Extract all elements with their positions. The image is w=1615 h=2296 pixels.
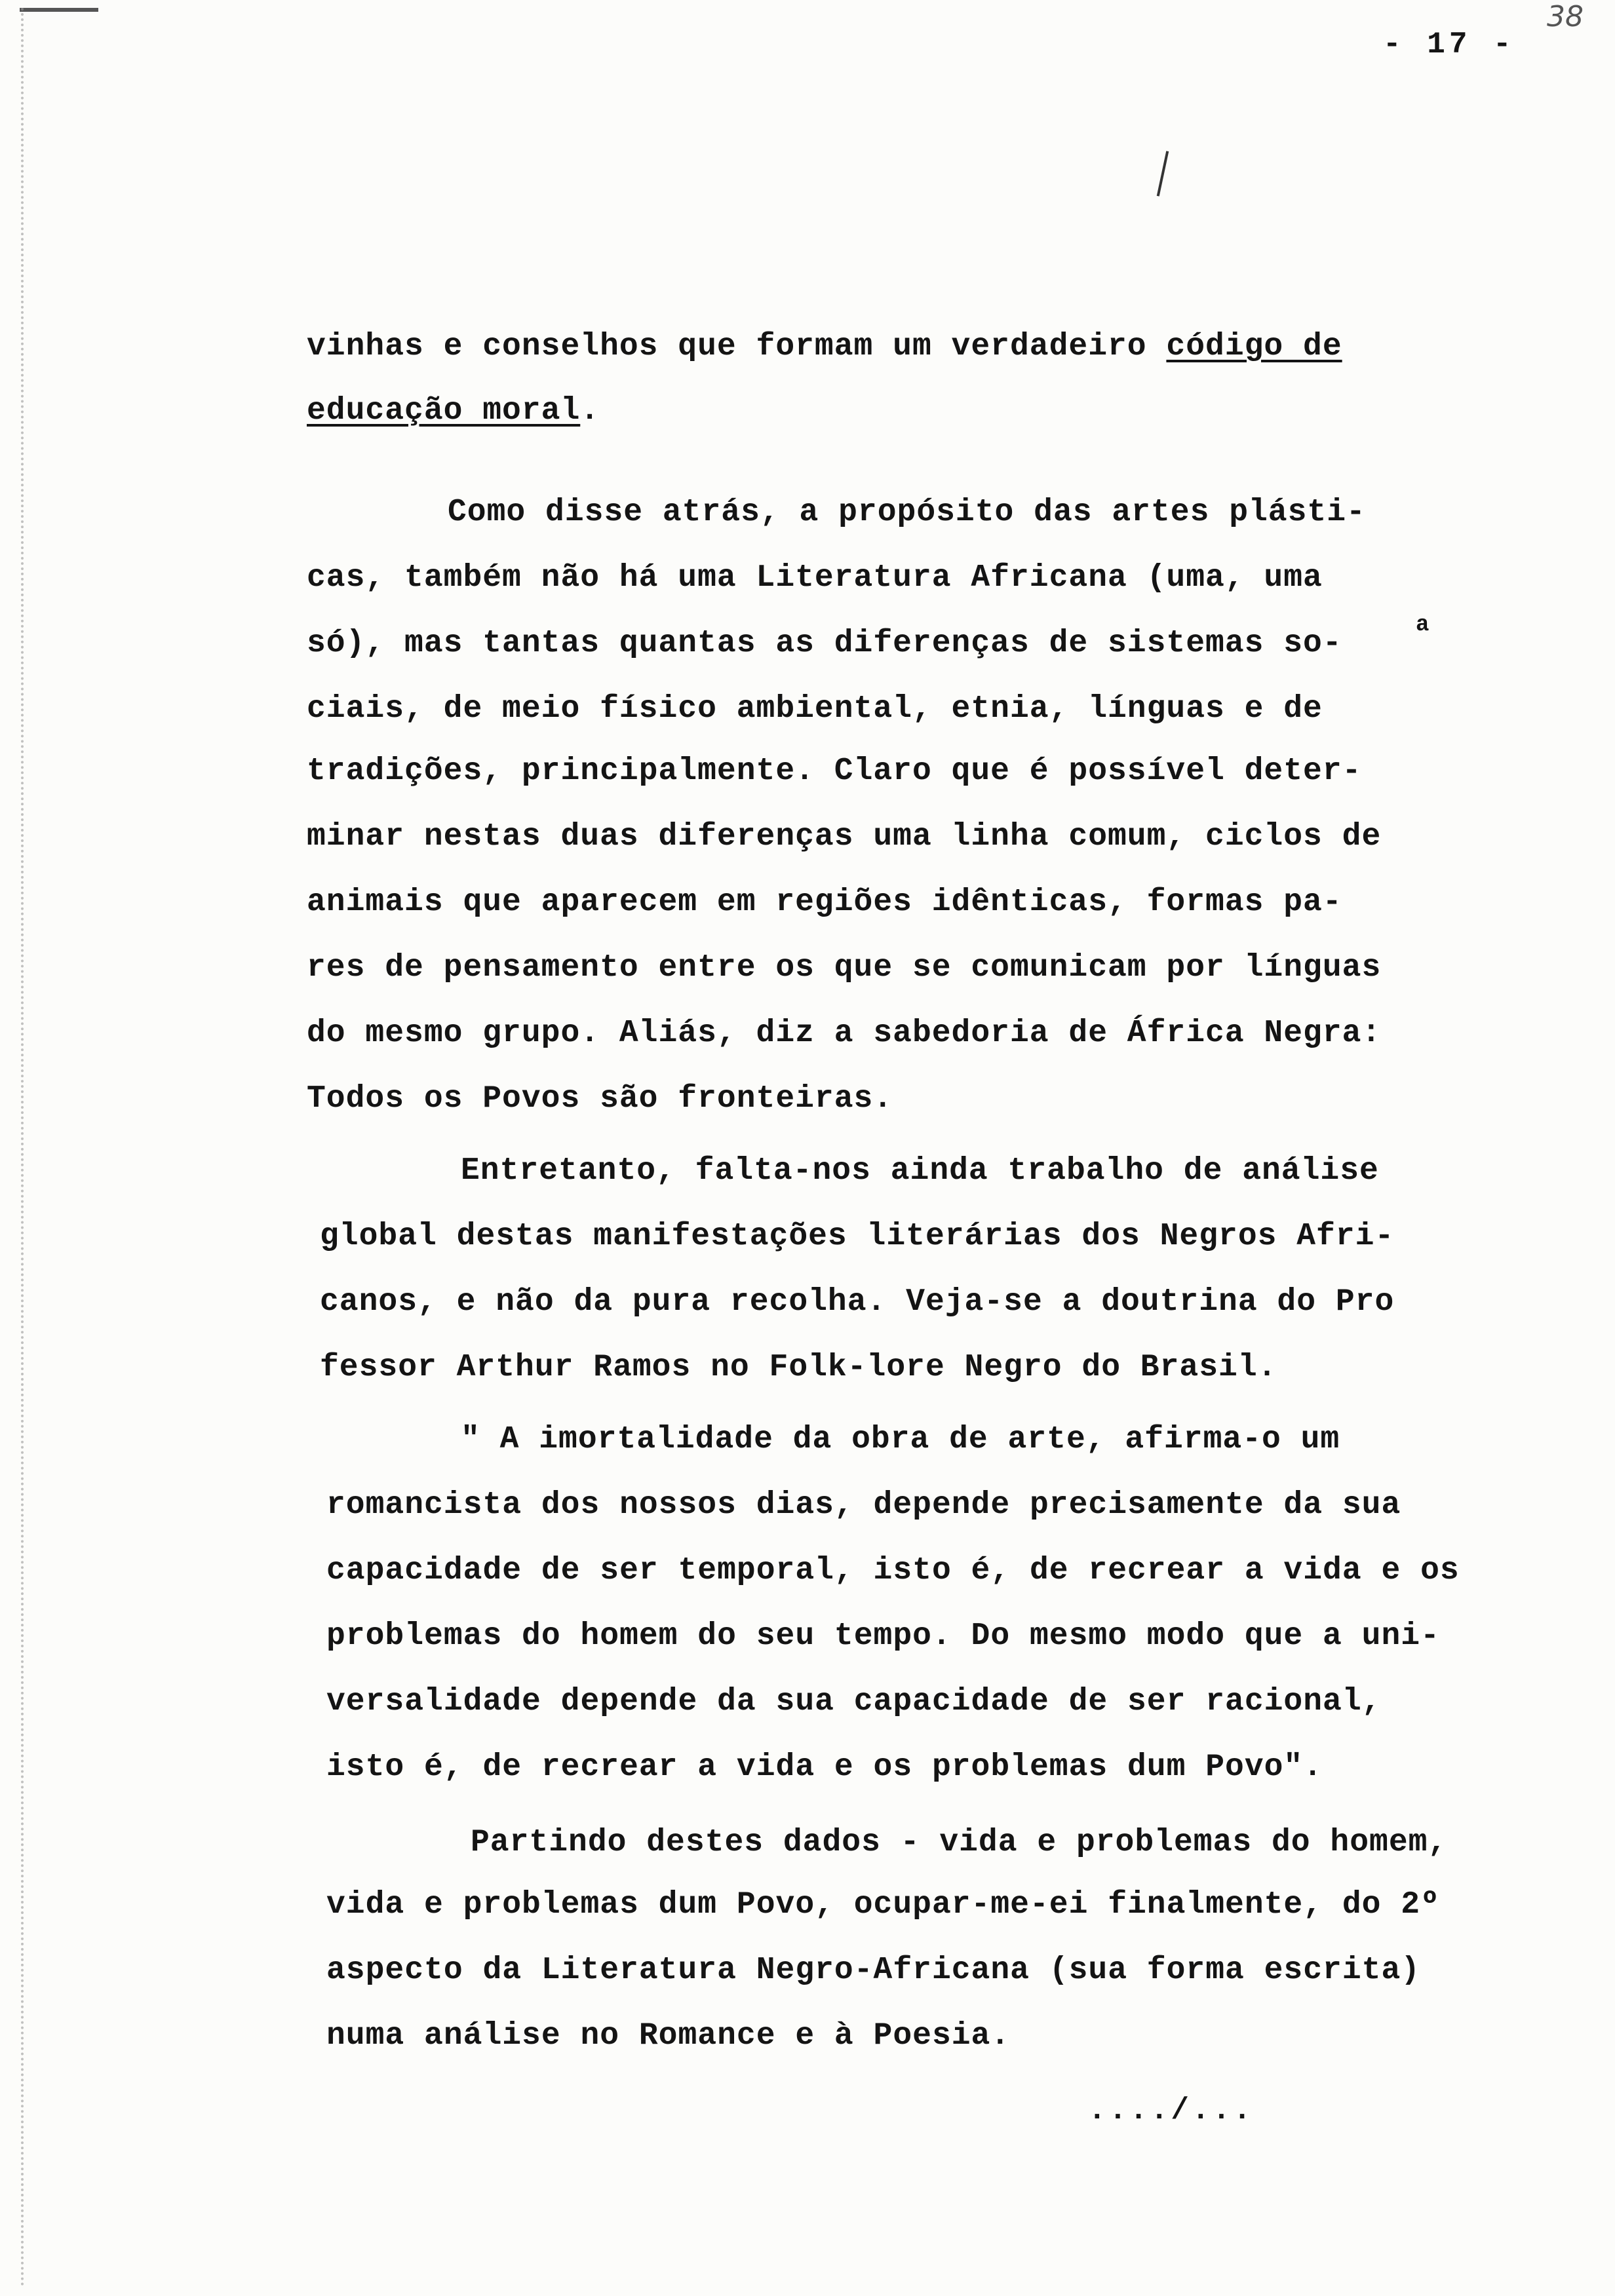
text-line bbox=[307, 329, 1342, 364]
text-line bbox=[307, 560, 1323, 596]
line-text: versalidade depende da sua capacidade de ser racional, bbox=[326, 1684, 1382, 1719]
text-line bbox=[307, 691, 1323, 727]
line-text: " A imortalidade da obra de arte, afirma-o um bbox=[461, 1422, 1340, 1457]
line-text: do mesmo grupo. Aliás, diz a sabedoria de África Negra: bbox=[307, 1016, 1382, 1051]
line-text: animais que aparecem em regiões idênticas, formas pa- bbox=[307, 885, 1342, 920]
folio-number: 38 bbox=[1547, 0, 1584, 33]
text-line bbox=[326, 1684, 1381, 1719]
line-text: só), mas tantas quantas as diferenças de sistemas so- bbox=[307, 626, 1342, 661]
text-line bbox=[326, 1618, 1440, 1654]
line-text: global destas manifestações literárias dos Negros Afri- bbox=[320, 1219, 1395, 1254]
text-line bbox=[461, 1422, 1340, 1457]
line-text: capacidade de ser temporal, isto é, de recrear a vida e os bbox=[326, 1553, 1460, 1588]
text-line bbox=[307, 819, 1381, 854]
page-number: - 17 - bbox=[1383, 28, 1515, 62]
line-text: problemas do homem do seu tempo. Do mesmo modo que a uni- bbox=[326, 1618, 1440, 1654]
line-text: Entretanto, falta-nos ainda trabalho de análise bbox=[461, 1153, 1379, 1189]
line-text: minar nestas duas diferenças uma linha comum, ciclos de bbox=[307, 819, 1382, 854]
text-line bbox=[307, 1016, 1381, 1051]
pen-mark bbox=[1157, 151, 1169, 196]
text-line bbox=[326, 2018, 1010, 2054]
text-line bbox=[307, 754, 1361, 789]
text-line bbox=[326, 1750, 1323, 1785]
line-text: res de pensamento entre os que se comunicam por línguas bbox=[307, 950, 1382, 985]
scan-edge-left bbox=[21, 8, 28, 2288]
text-line bbox=[461, 1153, 1379, 1189]
text-line bbox=[320, 1284, 1394, 1320]
continuation-mark: ..../... bbox=[1088, 2094, 1254, 2128]
line-text: . bbox=[580, 393, 600, 429]
text-line bbox=[307, 1081, 893, 1117]
line-text: canos, e não da pura recolha. Veja-se a doutrina do Pro bbox=[320, 1284, 1395, 1320]
text-line bbox=[307, 885, 1342, 920]
text-line bbox=[448, 495, 1366, 530]
line-text: fessor Arthur Ramos no Folk-lore Negro do Brasil. bbox=[320, 1350, 1277, 1385]
text-line bbox=[326, 1887, 1440, 1923]
line-text: tradições, principalmente. Claro que é possível deter- bbox=[307, 754, 1362, 789]
line-text: aspecto da Literatura Negro-Africana (sua forma escrita) bbox=[326, 1953, 1421, 1988]
text-line bbox=[326, 1553, 1460, 1588]
line-text: isto é, de recrear a vida e os problemas dum Povo". bbox=[326, 1750, 1323, 1785]
text-line bbox=[326, 1953, 1420, 1988]
underlined-phrase: educação moral bbox=[307, 393, 581, 429]
scan-edge-top bbox=[20, 8, 98, 12]
text-line bbox=[307, 626, 1342, 661]
line-text: Todos os Povos são fronteiras. bbox=[307, 1081, 893, 1117]
text-line bbox=[320, 1219, 1394, 1254]
line-text: vida e problemas dum Povo, ocupar-me-ei finalmente, do 2º bbox=[326, 1887, 1440, 1923]
text-line bbox=[471, 1825, 1447, 1860]
margin-mark: a bbox=[1416, 613, 1430, 638]
line-text: ciais, de meio físico ambiental, etnia, línguas e de bbox=[307, 691, 1323, 727]
text-line bbox=[307, 393, 600, 429]
text-line bbox=[320, 1350, 1277, 1385]
line-text: numa análise no Romance e à Poesia. bbox=[326, 2018, 1011, 2054]
underlined-phrase: código de bbox=[1166, 329, 1342, 364]
line-text: romancista dos nossos dias, depende precisamente da sua bbox=[326, 1487, 1401, 1523]
line-text: Como disse atrás, a propósito das artes plásti- bbox=[448, 495, 1366, 530]
text-line bbox=[326, 1487, 1401, 1523]
line-text: Partindo destes dados - vida e problemas do homem, bbox=[471, 1825, 1448, 1860]
line-text: vinhas e conselhos que formam um verdadeiro bbox=[307, 329, 1167, 364]
line-text: cas, também não há uma Literatura Africana (uma, uma bbox=[307, 560, 1323, 596]
text-line bbox=[307, 950, 1381, 985]
